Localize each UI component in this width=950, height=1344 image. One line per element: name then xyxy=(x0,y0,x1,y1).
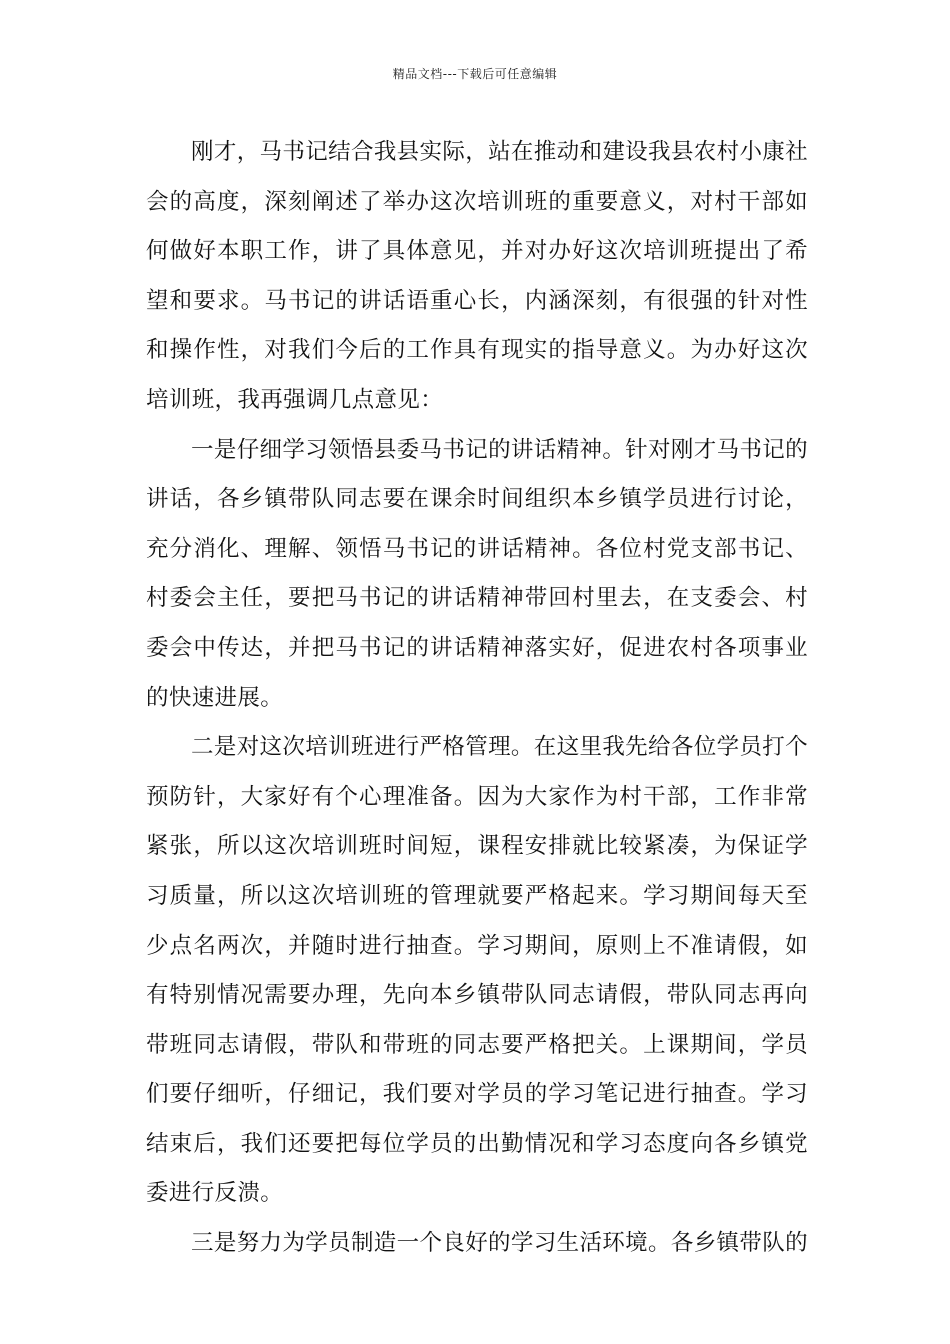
document-body xyxy=(146,128,808,1269)
page-header: 精品文档---下载后可任意编辑 xyxy=(392,67,558,81)
paragraph-point-three: 三是努力为学员制造一个良好的学习生活环境。各乡镇带队的 xyxy=(191,1230,808,1257)
paragraph-point-two: 二是对这次培训班进行严格管理。在这里我先给各位学员打个预防针，大家好有个心理准备。因为大家作为村干部，工作非常紧张，所以这次培训班时间短，课程安排就比较紧凑，为保证学习质量，所以这次培训班的管理就要严格起来。学习期间每天至少点名两次，并随时进行抽查。学习期间，原则上不准请假，如有特别情况需要办理，先向本乡镇带队同志请假，带队同志再向带班同志请假，带队和带班的同志要严格把关。上课期间，学员们要仔细听，仔细记，我们要对学员的学习笔记进行抽查。学习结束后，我们还要把每位学员的出勤情况和学习态度向各乡镇党委进行反溃。 xyxy=(146,734,808,1207)
paragraph-opening: 刚才，马书记结合我县实际，站在推动和建设我县农村小康社会的高度，深刻阐述了举办这次培训班的重要意义，对村干部如何做好本职工作，讲了具体意见，并对办好这次培训班提出了希望和要求。马书记的讲话语重心长，内涵深刻，有很强的针对性和操作性，对我们今后的工作具有现实的指导意义。为办好这次培训班，我再强调几点意见： xyxy=(146,139,808,413)
paragraph-point-one: 一是仔细学习领悟县委马书记的讲话精神。针对刚才马书记的讲话，各乡镇带队同志要在课余时间组织本乡镇学员进行讨论，充分消化、理解、领悟马书记的讲话精神。各位村党支部书记、村委会主任，要把马书记的讲话精神带回村里去，在支委会、村委会中传达，并把马书记的讲话精神落实好，促进农村各项事业的快速进展。 xyxy=(146,436,808,711)
